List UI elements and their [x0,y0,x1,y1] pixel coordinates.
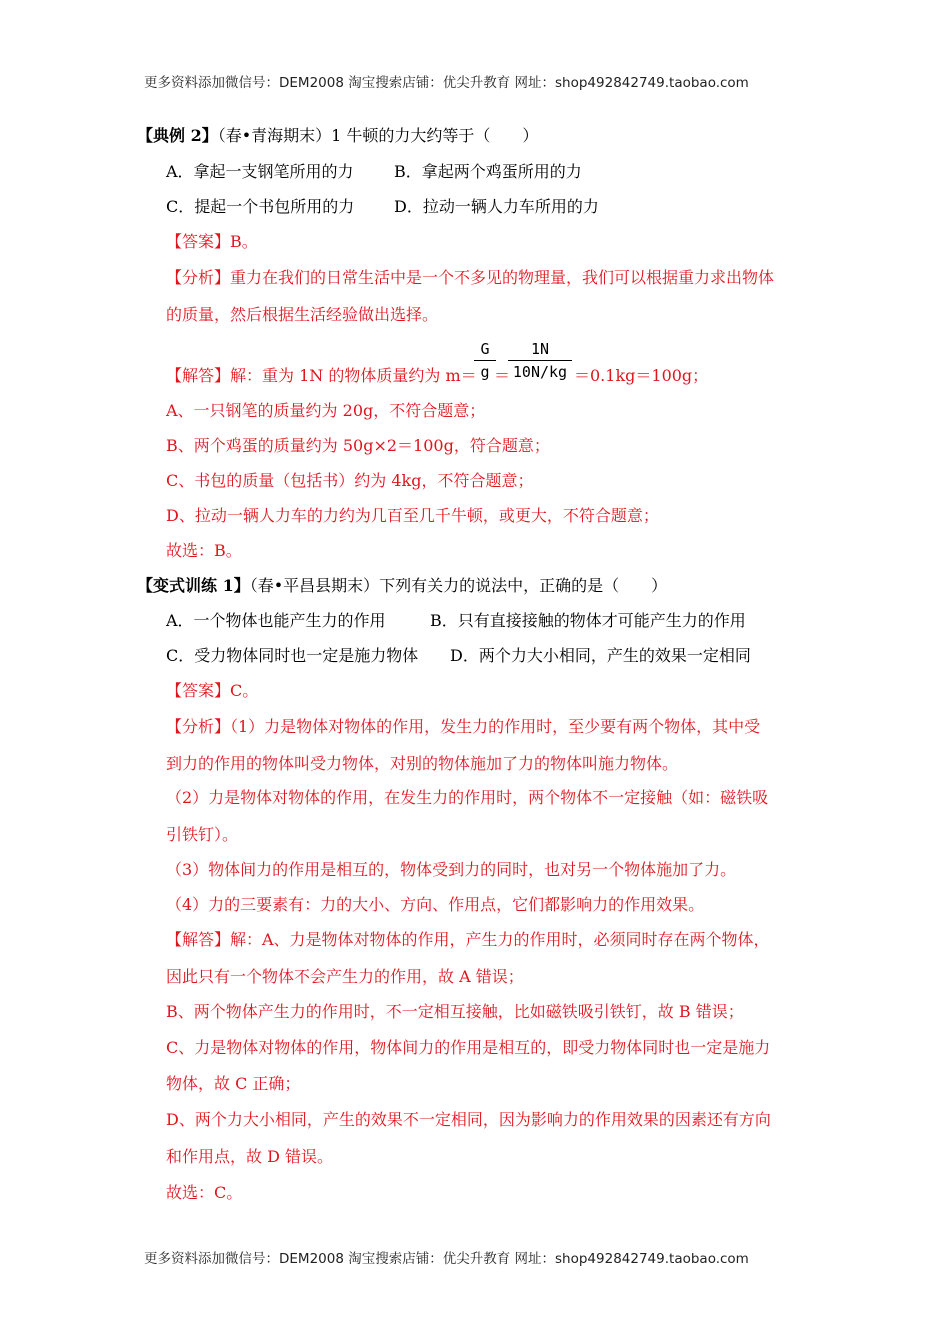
training1-option-a: A．一个物体也能产生力的作用 [166,611,386,630]
training1-solution-b: B、两个物体产生力的作用时，不一定相互接触，比如磁铁吸引铁钉，故 B 错误； [166,1002,744,1021]
training1-question [137,576,667,596]
training1-choice: 故选：C。 [166,1183,243,1202]
fraction-g-over-g [474,340,496,381]
example2-analysis-line2: 的质量，然后根据生活经验做出选择。 [166,305,439,324]
training1-solution-d1: D、两个力大小相同，产生的效果不一定相同，因为影响力的作用效果的因素还有方向 [166,1110,771,1129]
fraction-numerator: G [474,340,496,361]
example2-analysis-line1: 【分析】重力在我们的日常生活中是一个不多见的物理量，我们可以根据重力求出物体 [166,268,775,287]
training1-option-b: B．只有直接接触的物体才可能产生力的作用 [430,611,746,630]
training1-answer: 【答案】C。 [166,681,259,700]
example2-answer: 【答案】B。 [166,232,258,251]
page-header: 更多资料添加微信号：DEM2008 淘宝搜索店铺：优尖升教育 网址：shop492842749.taobao.com [144,75,749,91]
training1-analysis-3: （3）物体间力的作用是相互的，物体受到力的同时，也对另一个物体施加了力。 [166,860,737,879]
training1-analysis-2a: （2）力是物体对物体的作用，在发生力的作用时，两个物体不一定接触（如：磁铁吸 [166,788,769,807]
example2-choice: 故选：B。 [166,541,242,560]
fraction-1n-over-10nkg [508,340,572,381]
training1-solution-a1: 【解答】解：A、力是物体对物体的作用，产生力的作用时，必须同时存在两个物体， [166,930,770,949]
example2-question [137,126,538,146]
training1-solution-c2: 物体，故 C 正确； [166,1074,301,1093]
training1-question-text: （春•平昌县期末）下列有关力的说法中，正确的是（ ） [249,576,668,595]
training1-option-d: D．两个力大小相同，产生的效果一定相同 [450,646,751,665]
training1-option-c: C．受力物体同时也一定是施力物体 [166,646,419,665]
training1-solution-d2: 和作用点，故 D 错误。 [166,1147,334,1166]
example2-solution-prefix: 【解答】解：重为 1N 的物体质量约为 m＝ [166,366,477,385]
training1-tag: 【变式训练 1】 [137,576,250,595]
example2-solution-d: D、拉动一辆人力车的力约为几百至几千牛顿，或更大，不符合题意； [166,506,659,525]
fraction-numerator: 1N [508,340,572,361]
example2-option-b: B．拿起两个鸡蛋所用的力 [394,162,582,181]
training1-solution-a2: 因此只有一个物体不会产生力的作用，故 A 错误； [166,967,524,986]
example2-solution-b: B、两个鸡蛋的质量约为 50g×2＝100g，符合题意； [166,436,550,455]
fraction-denominator: g [480,363,490,381]
example2-solution-suffix: ＝0.1kg＝100g； [574,366,709,385]
training1-analysis-1b: 到力的作用的物体叫受力物体，对别的物体施加了力的物体叫施力物体。 [166,754,679,773]
example2-option-a: A．拿起一支钢笔所用的力 [166,162,354,181]
training1-analysis-2b: 引铁钉）。 [166,825,239,844]
equals-sign: ＝ [494,366,511,385]
example2-question-text: （春•青海期末）1 牛顿的力大约等于（ ） [217,126,539,145]
training1-solution-c1: C、力是物体对物体的作用，物体间力的作用是相互的，即受力物体同时也一定是施力 [166,1038,771,1057]
example2-option-d: D．拉动一辆人力车所用的力 [394,197,599,216]
training1-analysis-1a: 【分析】（1）力是物体对物体的作用，发生力的作用时，至少要有两个物体，其中受 [166,717,761,736]
example2-option-c: C．提起一个书包所用的力 [166,197,355,216]
fraction-denominator: 10N/kg [512,363,568,381]
example2-tag: 【典例 2】 [137,126,218,145]
page-footer: 更多资料添加微信号：DEM2008 淘宝搜索店铺：优尖升教育 网址：shop492842749.taobao.com [144,1251,749,1267]
training1-analysis-4: （4）力的三要素有：力的大小、方向、作用点，它们都影响力的作用效果。 [166,895,705,914]
example2-solution-c: C、书包的质量（包括书）约为 4kg，不符合题意； [166,471,534,490]
example2-solution-a: A、一只钢笔的质量约为 20g，不符合题意； [166,401,486,420]
